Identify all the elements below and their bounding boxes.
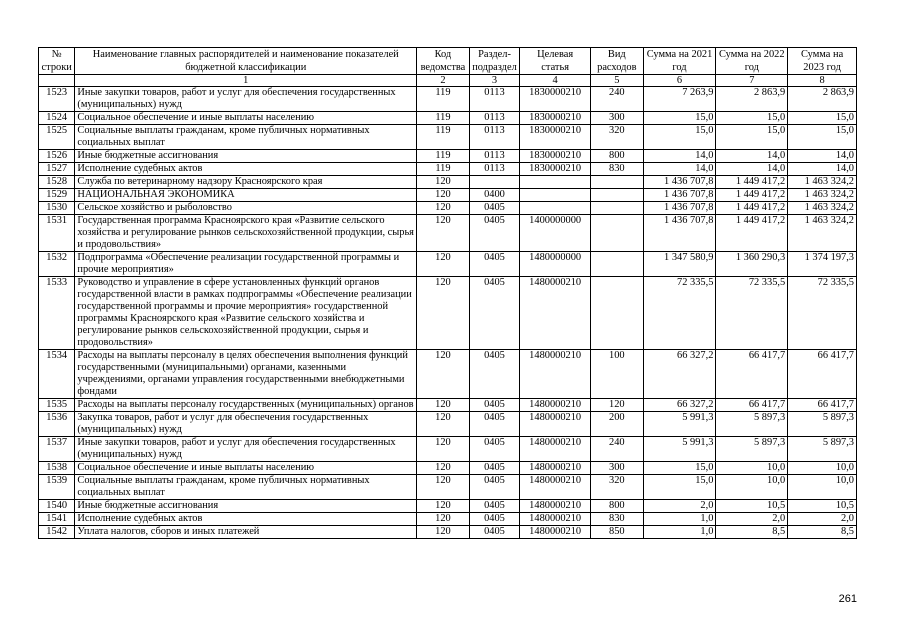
column-number: 8 <box>788 75 857 87</box>
expense-type-cell: 830 <box>591 163 644 176</box>
header-name: Наименование главных распорядителей и наименование показателей бюджетной классификации <box>75 48 417 75</box>
expense-type-cell <box>591 252 644 277</box>
section-cell: 0113 <box>469 150 520 163</box>
department-code-cell: 120 <box>417 176 470 189</box>
section-cell: 0405 <box>469 350 520 399</box>
section-cell: 0405 <box>469 412 520 437</box>
sum-2022-cell: 15,0 <box>716 112 788 125</box>
name-cell: Иные закупки товаров, работ и услуг для обеспечения государственных (муниципальных) нужд <box>75 437 417 462</box>
department-code-cell: 120 <box>417 189 470 202</box>
sum-2023-cell: 72 335,5 <box>788 277 857 350</box>
expense-type-cell <box>591 202 644 215</box>
department-code-cell: 119 <box>417 87 470 112</box>
sum-2022-cell: 66 417,7 <box>716 350 788 399</box>
name-cell: Подпрограмма «Обеспечение реализации государственной программы и прочие мероприятия» <box>75 252 417 277</box>
table-row <box>39 252 857 277</box>
column-number <box>39 75 75 87</box>
name-cell: Иные бюджетные ассигнования <box>75 500 417 513</box>
header-section: Раздел-подраздел <box>469 48 520 75</box>
row-number-cell: 1523 <box>39 87 75 112</box>
sum-2021-cell: 1 436 707,8 <box>643 215 716 252</box>
department-code-cell: 119 <box>417 163 470 176</box>
sum-2023-cell: 10,5 <box>788 500 857 513</box>
name-cell: Расходы на выплаты персоналу в целях обеспечения выполнения функций государственными (муниципальными) органами, казенными учреждениями, органами управления государственными внебюджетными фондами <box>75 350 417 399</box>
target-article-cell <box>520 202 591 215</box>
section-cell: 0405 <box>469 277 520 350</box>
section-cell: 0405 <box>469 526 520 539</box>
department-code-cell: 119 <box>417 150 470 163</box>
name-cell: Служба по ветеринарному надзору Красноярского края <box>75 176 417 189</box>
sum-2023-cell: 15,0 <box>788 125 857 150</box>
row-number-cell: 1525 <box>39 125 75 150</box>
department-code-cell: 120 <box>417 252 470 277</box>
sum-2023-cell: 2,0 <box>788 513 857 526</box>
row-number-cell: 1539 <box>39 475 75 500</box>
expense-type-cell: 850 <box>591 526 644 539</box>
expense-type-cell <box>591 215 644 252</box>
sum-2022-cell: 2,0 <box>716 513 788 526</box>
section-cell: 0405 <box>469 437 520 462</box>
name-cell: Социальные выплаты гражданам, кроме публичных нормативных социальных выплат <box>75 475 417 500</box>
header-expense-type: Вид расходов <box>591 48 644 75</box>
expense-type-cell: 320 <box>591 475 644 500</box>
sum-2021-cell: 14,0 <box>643 163 716 176</box>
department-code-cell: 120 <box>417 437 470 462</box>
table-row <box>39 215 857 252</box>
sum-2022-cell: 8,5 <box>716 526 788 539</box>
sum-2023-cell: 14,0 <box>788 150 857 163</box>
table-row <box>39 277 857 350</box>
section-cell: 0113 <box>469 163 520 176</box>
table-row <box>39 526 857 539</box>
row-number-cell: 1526 <box>39 150 75 163</box>
sum-2023-cell: 8,5 <box>788 526 857 539</box>
expense-type-cell: 800 <box>591 500 644 513</box>
sum-2023-cell: 10,0 <box>788 462 857 475</box>
name-cell: Социальное обеспечение и иные выплаты населению <box>75 462 417 475</box>
name-cell: Исполнение судебных актов <box>75 513 417 526</box>
sum-2021-cell: 5 991,3 <box>643 412 716 437</box>
target-article-cell: 1830000210 <box>520 150 591 163</box>
row-number-cell: 1527 <box>39 163 75 176</box>
section-cell: 0113 <box>469 125 520 150</box>
target-article-cell: 1480000210 <box>520 437 591 462</box>
row-number-cell: 1538 <box>39 462 75 475</box>
header-department-code: Код ведомства <box>417 48 470 75</box>
header-row <box>39 48 857 75</box>
header-row-number: № строки <box>39 48 75 75</box>
section-cell: 0405 <box>469 252 520 277</box>
table-row <box>39 399 857 412</box>
table-row <box>39 500 857 513</box>
department-code-cell: 120 <box>417 462 470 475</box>
expense-type-cell: 320 <box>591 125 644 150</box>
name-cell: Сельское хозяйство и рыболовство <box>75 202 417 215</box>
target-article-cell: 1830000210 <box>520 163 591 176</box>
table-row <box>39 475 857 500</box>
name-cell: Уплата налогов, сборов и иных платежей <box>75 526 417 539</box>
row-number-cell: 1540 <box>39 500 75 513</box>
name-cell: Расходы на выплаты персоналу государственных (муниципальных) органов <box>75 399 417 412</box>
department-code-cell: 120 <box>417 475 470 500</box>
sum-2022-cell: 10,0 <box>716 475 788 500</box>
section-cell: 0405 <box>469 513 520 526</box>
expense-type-cell <box>591 176 644 189</box>
row-number-cell: 1528 <box>39 176 75 189</box>
table-row <box>39 176 857 189</box>
sum-2022-cell: 1 449 417,2 <box>716 176 788 189</box>
sum-2021-cell: 72 335,5 <box>643 277 716 350</box>
sum-2021-cell: 15,0 <box>643 112 716 125</box>
expense-type-cell <box>591 277 644 350</box>
sum-2022-cell: 1 360 290,3 <box>716 252 788 277</box>
column-number: 5 <box>591 75 644 87</box>
expense-type-cell: 300 <box>591 462 644 475</box>
column-number: 3 <box>469 75 520 87</box>
sum-2022-cell: 10,5 <box>716 500 788 513</box>
sum-2022-cell: 72 335,5 <box>716 277 788 350</box>
table-row <box>39 112 857 125</box>
section-cell: 0113 <box>469 112 520 125</box>
row-number-cell: 1524 <box>39 112 75 125</box>
sum-2023-cell: 5 897,3 <box>788 412 857 437</box>
department-code-cell: 120 <box>417 202 470 215</box>
table-row <box>39 150 857 163</box>
target-article-cell <box>520 189 591 202</box>
target-article-cell: 1830000210 <box>520 112 591 125</box>
column-numbers-row <box>39 75 857 87</box>
sum-2023-cell: 66 417,7 <box>788 399 857 412</box>
sum-2022-cell: 14,0 <box>716 163 788 176</box>
target-article-cell: 1480000210 <box>520 350 591 399</box>
column-number: 1 <box>75 75 417 87</box>
page-number: 261 <box>838 593 857 605</box>
sum-2021-cell: 7 263,9 <box>643 87 716 112</box>
header-sum-2022: Сумма на 2022 год <box>716 48 788 75</box>
row-number-cell: 1530 <box>39 202 75 215</box>
sum-2021-cell: 1,0 <box>643 513 716 526</box>
department-code-cell: 120 <box>417 513 470 526</box>
sum-2023-cell: 2 863,9 <box>788 87 857 112</box>
sum-2023-cell: 66 417,7 <box>788 350 857 399</box>
row-number-cell: 1529 <box>39 189 75 202</box>
header-sum-2023: Сумма на 2023 год <box>788 48 857 75</box>
sum-2021-cell: 1 436 707,8 <box>643 176 716 189</box>
table-row <box>39 513 857 526</box>
row-number-cell: 1541 <box>39 513 75 526</box>
sum-2022-cell: 15,0 <box>716 125 788 150</box>
row-number-cell: 1534 <box>39 350 75 399</box>
sum-2021-cell: 15,0 <box>643 475 716 500</box>
sum-2022-cell: 5 897,3 <box>716 437 788 462</box>
sum-2022-cell: 10,0 <box>716 462 788 475</box>
expense-type-cell: 120 <box>591 399 644 412</box>
column-number: 6 <box>643 75 716 87</box>
name-cell: Социальные выплаты гражданам, кроме публичных нормативных социальных выплат <box>75 125 417 150</box>
table-header <box>39 48 857 87</box>
expense-type-cell: 800 <box>591 150 644 163</box>
sum-2023-cell: 10,0 <box>788 475 857 500</box>
section-cell: 0405 <box>469 462 520 475</box>
department-code-cell: 120 <box>417 215 470 252</box>
row-number-cell: 1532 <box>39 252 75 277</box>
target-article-cell: 1480000210 <box>520 399 591 412</box>
department-code-cell: 119 <box>417 112 470 125</box>
sum-2021-cell: 1 436 707,8 <box>643 189 716 202</box>
section-cell: 0405 <box>469 215 520 252</box>
table-row <box>39 189 857 202</box>
sum-2022-cell: 1 449 417,2 <box>716 189 788 202</box>
expense-type-cell: 830 <box>591 513 644 526</box>
section-cell: 0405 <box>469 202 520 215</box>
target-article-cell: 1480000210 <box>520 500 591 513</box>
row-number-cell: 1531 <box>39 215 75 252</box>
table-body <box>39 87 857 539</box>
table-row <box>39 437 857 462</box>
sum-2021-cell: 15,0 <box>643 125 716 150</box>
target-article-cell: 1830000210 <box>520 125 591 150</box>
name-cell: Закупка товаров, работ и услуг для обеспечения государственных (муниципальных) нужд <box>75 412 417 437</box>
sum-2021-cell: 1 436 707,8 <box>643 202 716 215</box>
expense-type-cell: 240 <box>591 437 644 462</box>
sum-2023-cell: 5 897,3 <box>788 437 857 462</box>
target-article-cell: 1480000210 <box>520 277 591 350</box>
sum-2021-cell: 66 327,2 <box>643 350 716 399</box>
row-number-cell: 1537 <box>39 437 75 462</box>
section-cell: 0405 <box>469 399 520 412</box>
target-article-cell: 1400000000 <box>520 215 591 252</box>
sum-2021-cell: 2,0 <box>643 500 716 513</box>
target-article-cell: 1480000210 <box>520 462 591 475</box>
department-code-cell: 120 <box>417 350 470 399</box>
section-cell: 0405 <box>469 475 520 500</box>
name-cell: Руководство и управление в сфере установленных функций органов государственной власти в рамках подпрограммы «Обеспечение реализации государственной программы и прочие мероприятия» государственной программы Красноярского края «Развитие сельского хозяйства и регулирование рынков сельскохозяйственной продукции, сырья и продовольствия» <box>75 277 417 350</box>
department-code-cell: 120 <box>417 277 470 350</box>
expense-type-cell: 100 <box>591 350 644 399</box>
department-code-cell: 120 <box>417 399 470 412</box>
column-number: 7 <box>716 75 788 87</box>
row-number-cell: 1533 <box>39 277 75 350</box>
department-code-cell: 120 <box>417 500 470 513</box>
sum-2023-cell: 15,0 <box>788 112 857 125</box>
name-cell: Государственная программа Красноярского края «Развитие сельского хозяйства и регулирование рынков сельскохозяйственной продукции, сырья и продовольствия» <box>75 215 417 252</box>
expense-type-cell: 200 <box>591 412 644 437</box>
sum-2021-cell: 1,0 <box>643 526 716 539</box>
row-number-cell: 1536 <box>39 412 75 437</box>
row-number-cell: 1535 <box>39 399 75 412</box>
budget-table <box>38 47 857 539</box>
sum-2021-cell: 14,0 <box>643 150 716 163</box>
sum-2022-cell: 2 863,9 <box>716 87 788 112</box>
header-target-article: Целевая статья <box>520 48 591 75</box>
table-row <box>39 350 857 399</box>
sum-2021-cell: 66 327,2 <box>643 399 716 412</box>
sum-2021-cell: 15,0 <box>643 462 716 475</box>
table-row <box>39 462 857 475</box>
expense-type-cell: 300 <box>591 112 644 125</box>
department-code-cell: 120 <box>417 412 470 437</box>
sum-2021-cell: 5 991,3 <box>643 437 716 462</box>
name-cell: Социальное обеспечение и иные выплаты населению <box>75 112 417 125</box>
target-article-cell: 1480000210 <box>520 513 591 526</box>
sum-2023-cell: 1 463 324,2 <box>788 202 857 215</box>
column-number: 2 <box>417 75 470 87</box>
expense-type-cell: 240 <box>591 87 644 112</box>
sum-2023-cell: 1 463 324,2 <box>788 189 857 202</box>
table-row <box>39 163 857 176</box>
department-code-cell: 119 <box>417 125 470 150</box>
sum-2022-cell: 14,0 <box>716 150 788 163</box>
section-cell: 0405 <box>469 500 520 513</box>
sum-2022-cell: 1 449 417,2 <box>716 202 788 215</box>
target-article-cell: 1480000000 <box>520 252 591 277</box>
name-cell: НАЦИОНАЛЬНАЯ ЭКОНОМИКА <box>75 189 417 202</box>
sum-2022-cell: 5 897,3 <box>716 412 788 437</box>
target-article-cell: 1480000210 <box>520 475 591 500</box>
sum-2023-cell: 1 463 324,2 <box>788 176 857 189</box>
sum-2023-cell: 14,0 <box>788 163 857 176</box>
sum-2022-cell: 1 449 417,2 <box>716 215 788 252</box>
section-cell: 0113 <box>469 87 520 112</box>
sum-2022-cell: 66 417,7 <box>716 399 788 412</box>
table-row <box>39 202 857 215</box>
sum-2023-cell: 1 463 324,2 <box>788 215 857 252</box>
sum-2023-cell: 1 374 197,3 <box>788 252 857 277</box>
row-number-cell: 1542 <box>39 526 75 539</box>
table-row <box>39 125 857 150</box>
column-number: 4 <box>520 75 591 87</box>
target-article-cell <box>520 176 591 189</box>
sum-2021-cell: 1 347 580,9 <box>643 252 716 277</box>
table-row <box>39 87 857 112</box>
header-sum-2021: Сумма на 2021 год <box>643 48 716 75</box>
target-article-cell: 1830000210 <box>520 87 591 112</box>
target-article-cell: 1480000210 <box>520 412 591 437</box>
section-cell: 0400 <box>469 189 520 202</box>
target-article-cell: 1480000210 <box>520 526 591 539</box>
section-cell <box>469 176 520 189</box>
expense-type-cell <box>591 189 644 202</box>
name-cell: Иные закупки товаров, работ и услуг для обеспечения государственных (муниципальных) нужд <box>75 87 417 112</box>
table-row <box>39 412 857 437</box>
name-cell: Иные бюджетные ассигнования <box>75 150 417 163</box>
department-code-cell: 120 <box>417 526 470 539</box>
name-cell: Исполнение судебных актов <box>75 163 417 176</box>
